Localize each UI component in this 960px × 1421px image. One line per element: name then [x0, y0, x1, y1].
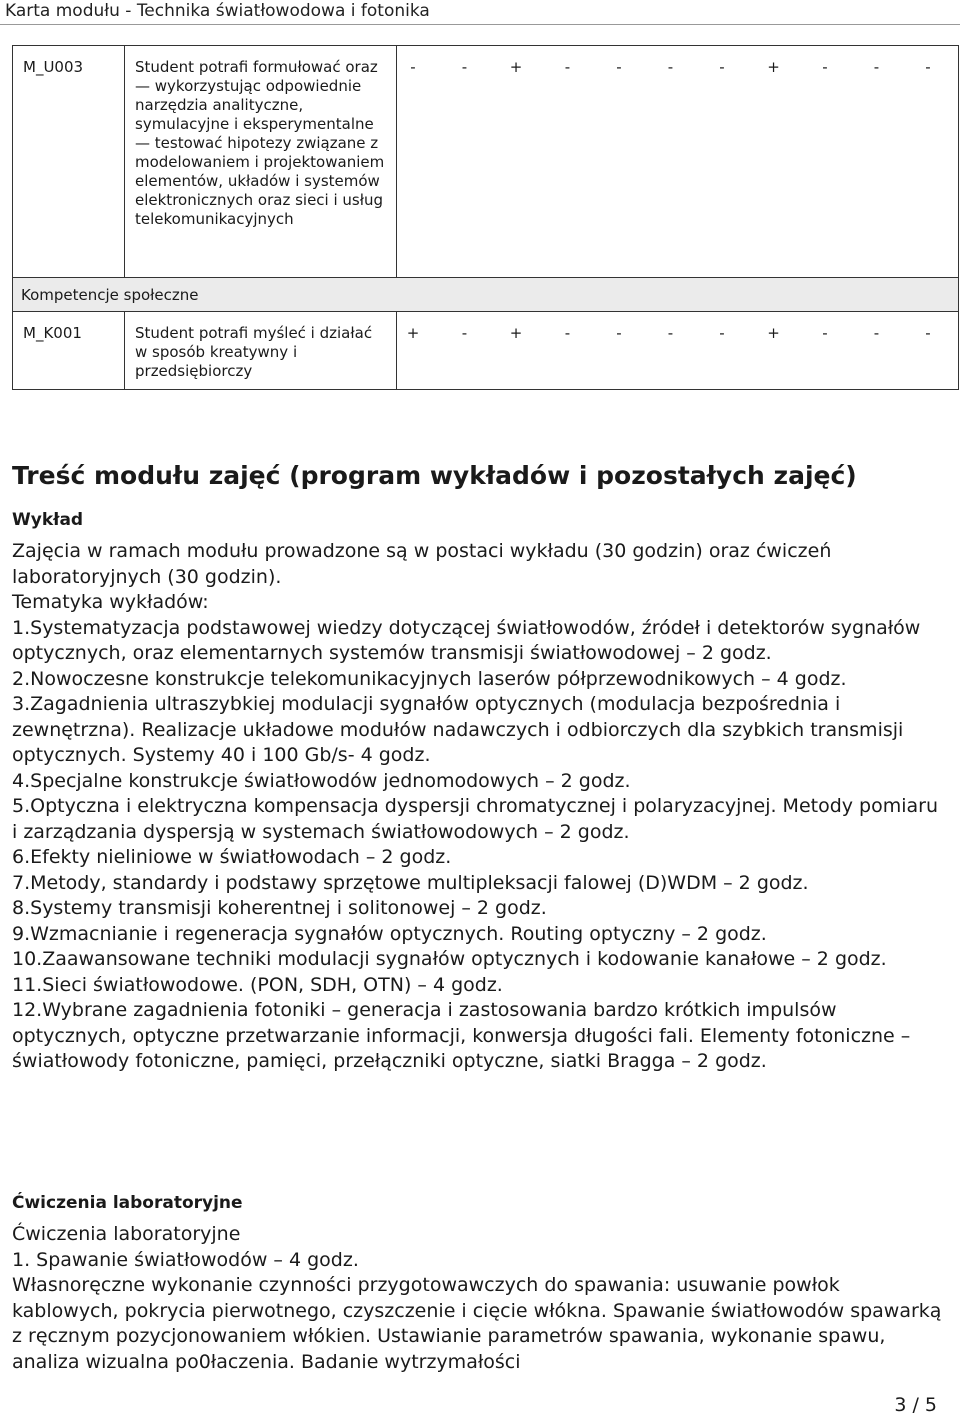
list-item: 7.Metody, standardy i podstawy sprzętowe multipleksacji falowej (D)WDM – 2 godz. [12, 871, 809, 894]
table-row [13, 312, 959, 390]
section-label: Kompetencje społeczne [13, 278, 959, 312]
mark-cell: - [822, 58, 828, 76]
list-item: 8.Systemy transmisji koherentnej i solitonowej – 2 godz. [12, 897, 547, 919]
learning-outcomes-table [12, 45, 959, 390]
outcome-description: Student potrafi myśleć i działać w sposób kreatywny i przedsiębiorczy [125, 312, 397, 390]
list-item: 2.Nowoczesne konstrukcje telekomunikacyjnych laserów półprzewodnikowych – 4 godz. [12, 667, 847, 690]
mark-cell: + [509, 324, 523, 342]
list-item: 3.Zagadnienia ultraszybkiej modulacji sygnałów optycznych (modulacja bezpośrednia i zewnętrzna). Realizacje układowe modułów nadawczych i odbiorczych dla szybkich transmisji optycznych. Systemy 40 i 100 Gb/s- 4 godz. [12, 693, 904, 766]
mark-cell: - [925, 324, 931, 342]
mark-cell: - [667, 58, 674, 76]
list-item: 5.Optyczna i elektryczna kompensacja dyspersji chromatycznej i polaryzacyjnej. Metody pomiaru i zarządzania dyspersją w systemach światłowodowych – 2 godz. [12, 795, 939, 843]
mark-cell: + [767, 324, 780, 342]
outcome-code: M_U003 [13, 46, 125, 278]
mark-cell: + [509, 58, 523, 76]
paragraph: Tematyka wykładów: [12, 591, 209, 613]
section-title: Treść modułu zajęć (program wykładów i pozostałych zajęć) [12, 461, 857, 490]
mark-cell: - [616, 324, 622, 342]
outcome-marks [397, 312, 959, 390]
marks-row [403, 324, 952, 343]
table-row [13, 46, 959, 278]
list-item: 12.Wybrane zagadnienia fotoniki – generacja i zastosowania bardzo krótkich impulsów optycznych, optyczne przetwarzanie informacji, konwersja długości fali. Elementy fotoniczne – światłowody fotoniczne, pamięci, przełączniki optyczne, siatki Bragga – 2 godz. [12, 999, 911, 1072]
mark-cell: - [461, 324, 468, 342]
outcome-marks [397, 46, 959, 278]
marks-row [403, 58, 952, 77]
mark-cell: - [873, 324, 880, 342]
list-item: 10.Zaawansowane techniki modulacji sygnałów optycznych i kodowanie kanałowe – 2 godz. [12, 948, 887, 970]
lecture-content [12, 539, 947, 1075]
list-item: 4.Specjalne konstrukcje światłowodów jednomodowych – 2 godz. [12, 769, 631, 792]
lecture-heading: Wykład [12, 510, 84, 530]
lab-heading: Ćwiczenia laboratoryjne [12, 1193, 243, 1213]
lab-content [12, 1222, 947, 1375]
mark-cell: - [719, 324, 725, 342]
page-number: 3 / 5 [894, 1394, 937, 1416]
paragraph: Ćwiczenia laboratoryjne [12, 1223, 241, 1245]
mark-cell: - [925, 58, 931, 76]
mark-cell: - [461, 58, 468, 76]
mark-cell: - [564, 58, 571, 76]
page-header-title: Karta modułu - Technika światłowodowa i fotonika [5, 1, 430, 21]
list-item: 9.Wzmacnianie i regeneracja sygnałów optycznych. Routing optyczny – 2 godz. [12, 922, 767, 945]
header-divider [0, 24, 960, 25]
list-item: 6.Efekty nieliniowe w światłowodach – 2 godz. [12, 846, 452, 868]
mark-cell: - [719, 58, 725, 76]
table-section-row [13, 278, 959, 312]
mark-cell: - [667, 324, 674, 342]
list-item: 11.Sieci światłowodowe. (PON, SDH, OTN) – 4 godz. [12, 973, 503, 996]
outcome-code: M_K001 [13, 312, 125, 390]
paragraph: Własnoręczne wykonanie czynności przygotowawczych do spawania: usuwanie powłok kablowych, pokrycia pierwotnego, czyszczenie i cięcie włókna. Spawanie światłowodów spawarką z ręcznym pozycjonowaniem włókien. Ustawianie parametrów spawania, wykonanie spawu, analiza wizualna po0łaczenia. Badanie wytrzymałości [12, 1274, 942, 1373]
mark-cell: + [767, 58, 780, 76]
outcome-description: Student potrafi formułować oraz — wykorzystując odpowiednie narzędzia analityczne, symulacyjne i eksperymentalne — testować hipotezy związane z modelowaniem i projektowaniem elementów, układów i systemów elektronicznych oraz sieci i usług telekomunikacyjnych [125, 46, 397, 278]
mark-cell: - [873, 58, 880, 76]
mark-cell: + [406, 324, 420, 342]
mark-cell: - [410, 58, 416, 76]
mark-cell: - [616, 58, 622, 76]
mark-cell: - [564, 324, 571, 342]
mark-cell: - [822, 324, 828, 342]
paragraph: Zajęcia w ramach modułu prowadzone są w postaci wykładu (30 godzin) oraz ćwiczeń laboratoryjnych (30 godzin). [12, 540, 832, 588]
list-item: 1. Spawanie światłowodów – 4 godz. [12, 1248, 359, 1271]
list-item: 1.Systematyzacja podstawowej wiedzy dotyczącej światłowodów, źródeł i detektorów sygnałów optycznych, oraz elementarnych systemów transmisji światłowodowej – 2 godz. [12, 616, 921, 664]
